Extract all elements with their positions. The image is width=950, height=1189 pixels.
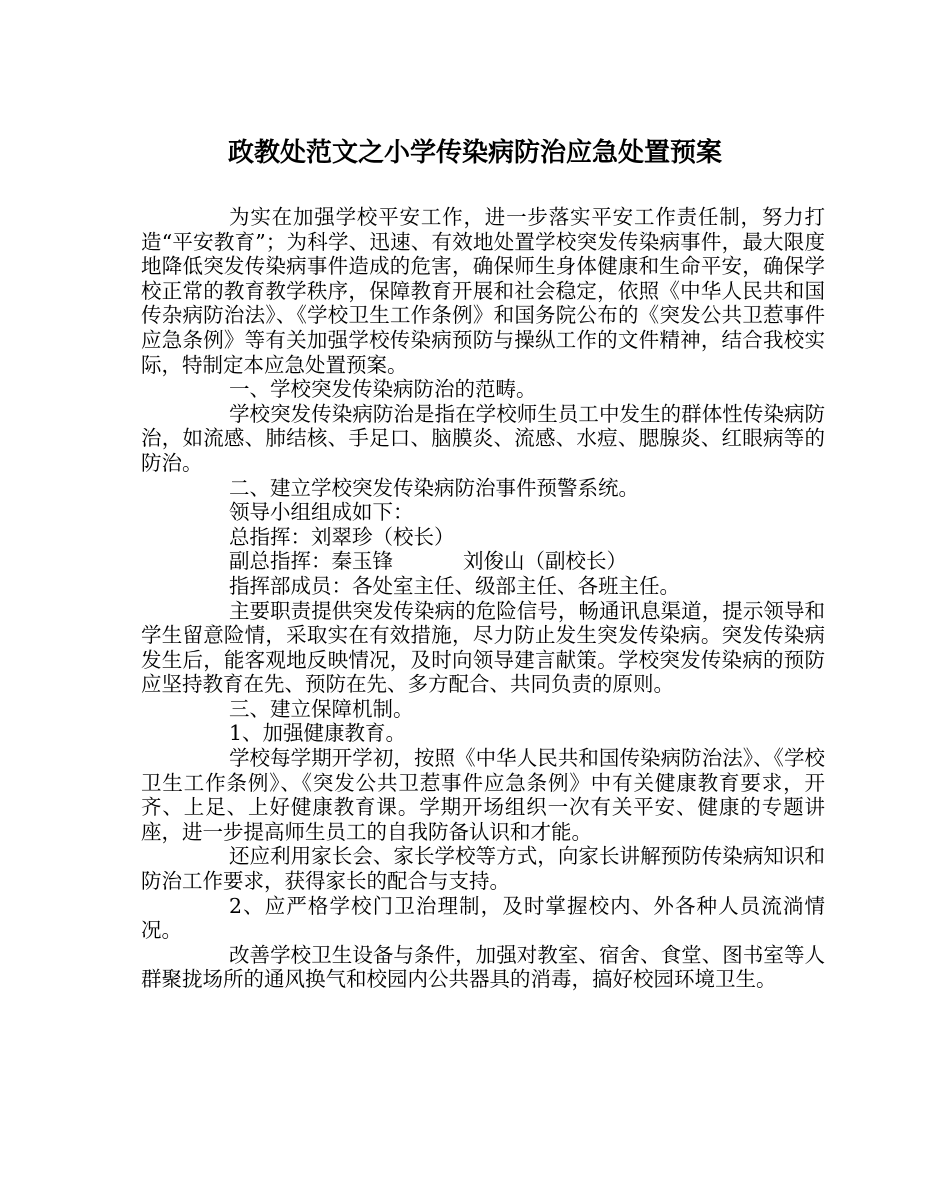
responsibilities-paragraph: 主要职责提供突发传染病的危险信号，畅通讯息渠道，提示领导和学生留意险情，采取实在有效措施，尽力防止发生突发传染病。突发传染病发生后，能客观地反映情况，及时向领导建言献策。学校突发传染病的预防应坚持教育在先、预防在先、多方配合、共同负责的原则。: [141, 598, 825, 697]
health-education-paragraph: 学校每学期开学初，按照《中华人民共和国传染病防治法》、《学校卫生工作条例》、《突发公共卫惹事件应急条例》中有关健康教育要求，开齐、上足、上好健康教育课。学期开场组织一次有关平安、健康的专题讲座，进一步提高师生员工的自我防备认识和才能。: [141, 746, 825, 844]
section-1-paragraph: 学校突发传染病防治是指在学校师生员工中发生的群体性传染病防治，如流感、肺结核、手足口、脑膜炎、流感、水痘、腮腺炎、红眼病等的防治。: [141, 401, 825, 475]
parents-paragraph: 还应利用家长会、家长学校等方式，向家长讲解预防传染病知识和防治工作要求，获得家长的配合与支持。: [141, 844, 825, 894]
document-body: [141, 205, 825, 992]
commander-line: 总指挥：刘翠珍（校长）: [229, 524, 455, 549]
intro-paragraph: 为实在加强学校平安工作，进一步落实平安工作责任制，努力打造“平安教育”；为科学、迅速、有效地处置学校突发传染病事件，最大限度地降低突发传染病事件造成的危害，确保师生身体健康和生命平安，确保学校正常的教育教学秩序，保障教育开展和社会稳定，依照《中华人民共和国传杂病防治法》、《学校卫生工作条例》和国务院公布的《突发公共卫惹事件应急条例》等有关加强学校传染病预防与操纵工作的文件精神，结合我校实际，特制定本应急处置预案。: [141, 205, 825, 377]
deputy-commander-primary: 副总指挥：秦玉锋: [229, 549, 393, 574]
members-line: 指挥部成员：各处室主任、级部主任、各班主任。: [229, 573, 680, 598]
section-heading-2: 二、建立学校突发传染病防治事件预警系统。: [229, 475, 639, 500]
document-title: 政教处范文之小学传染病防治应急处置预案: [227, 138, 722, 168]
section-heading-1: 一、学校突发传染病防治的范畴。: [229, 377, 537, 402]
subsection-heading-2: 2、应严格学校门卫治理制，及时掌握校内、外各种人员流淌情况。: [141, 893, 825, 943]
leadership-intro: 领导小组组成如下：: [229, 500, 414, 525]
subsection-heading-1: 1、加强健康教育。: [229, 721, 407, 746]
deputy-commander-line: [141, 549, 825, 574]
sanitation-paragraph: 改善学校卫生设备与条件，加强对教室、宿舍、食堂、图书室等人群聚拢场所的通风换气和校园内公共器具的消毒，搞好校园环境卫生。: [141, 942, 825, 992]
section-heading-3: 三、建立保障机制。: [229, 696, 414, 721]
deputy-commander-secondary: 刘俊山（副校长）: [463, 549, 627, 574]
